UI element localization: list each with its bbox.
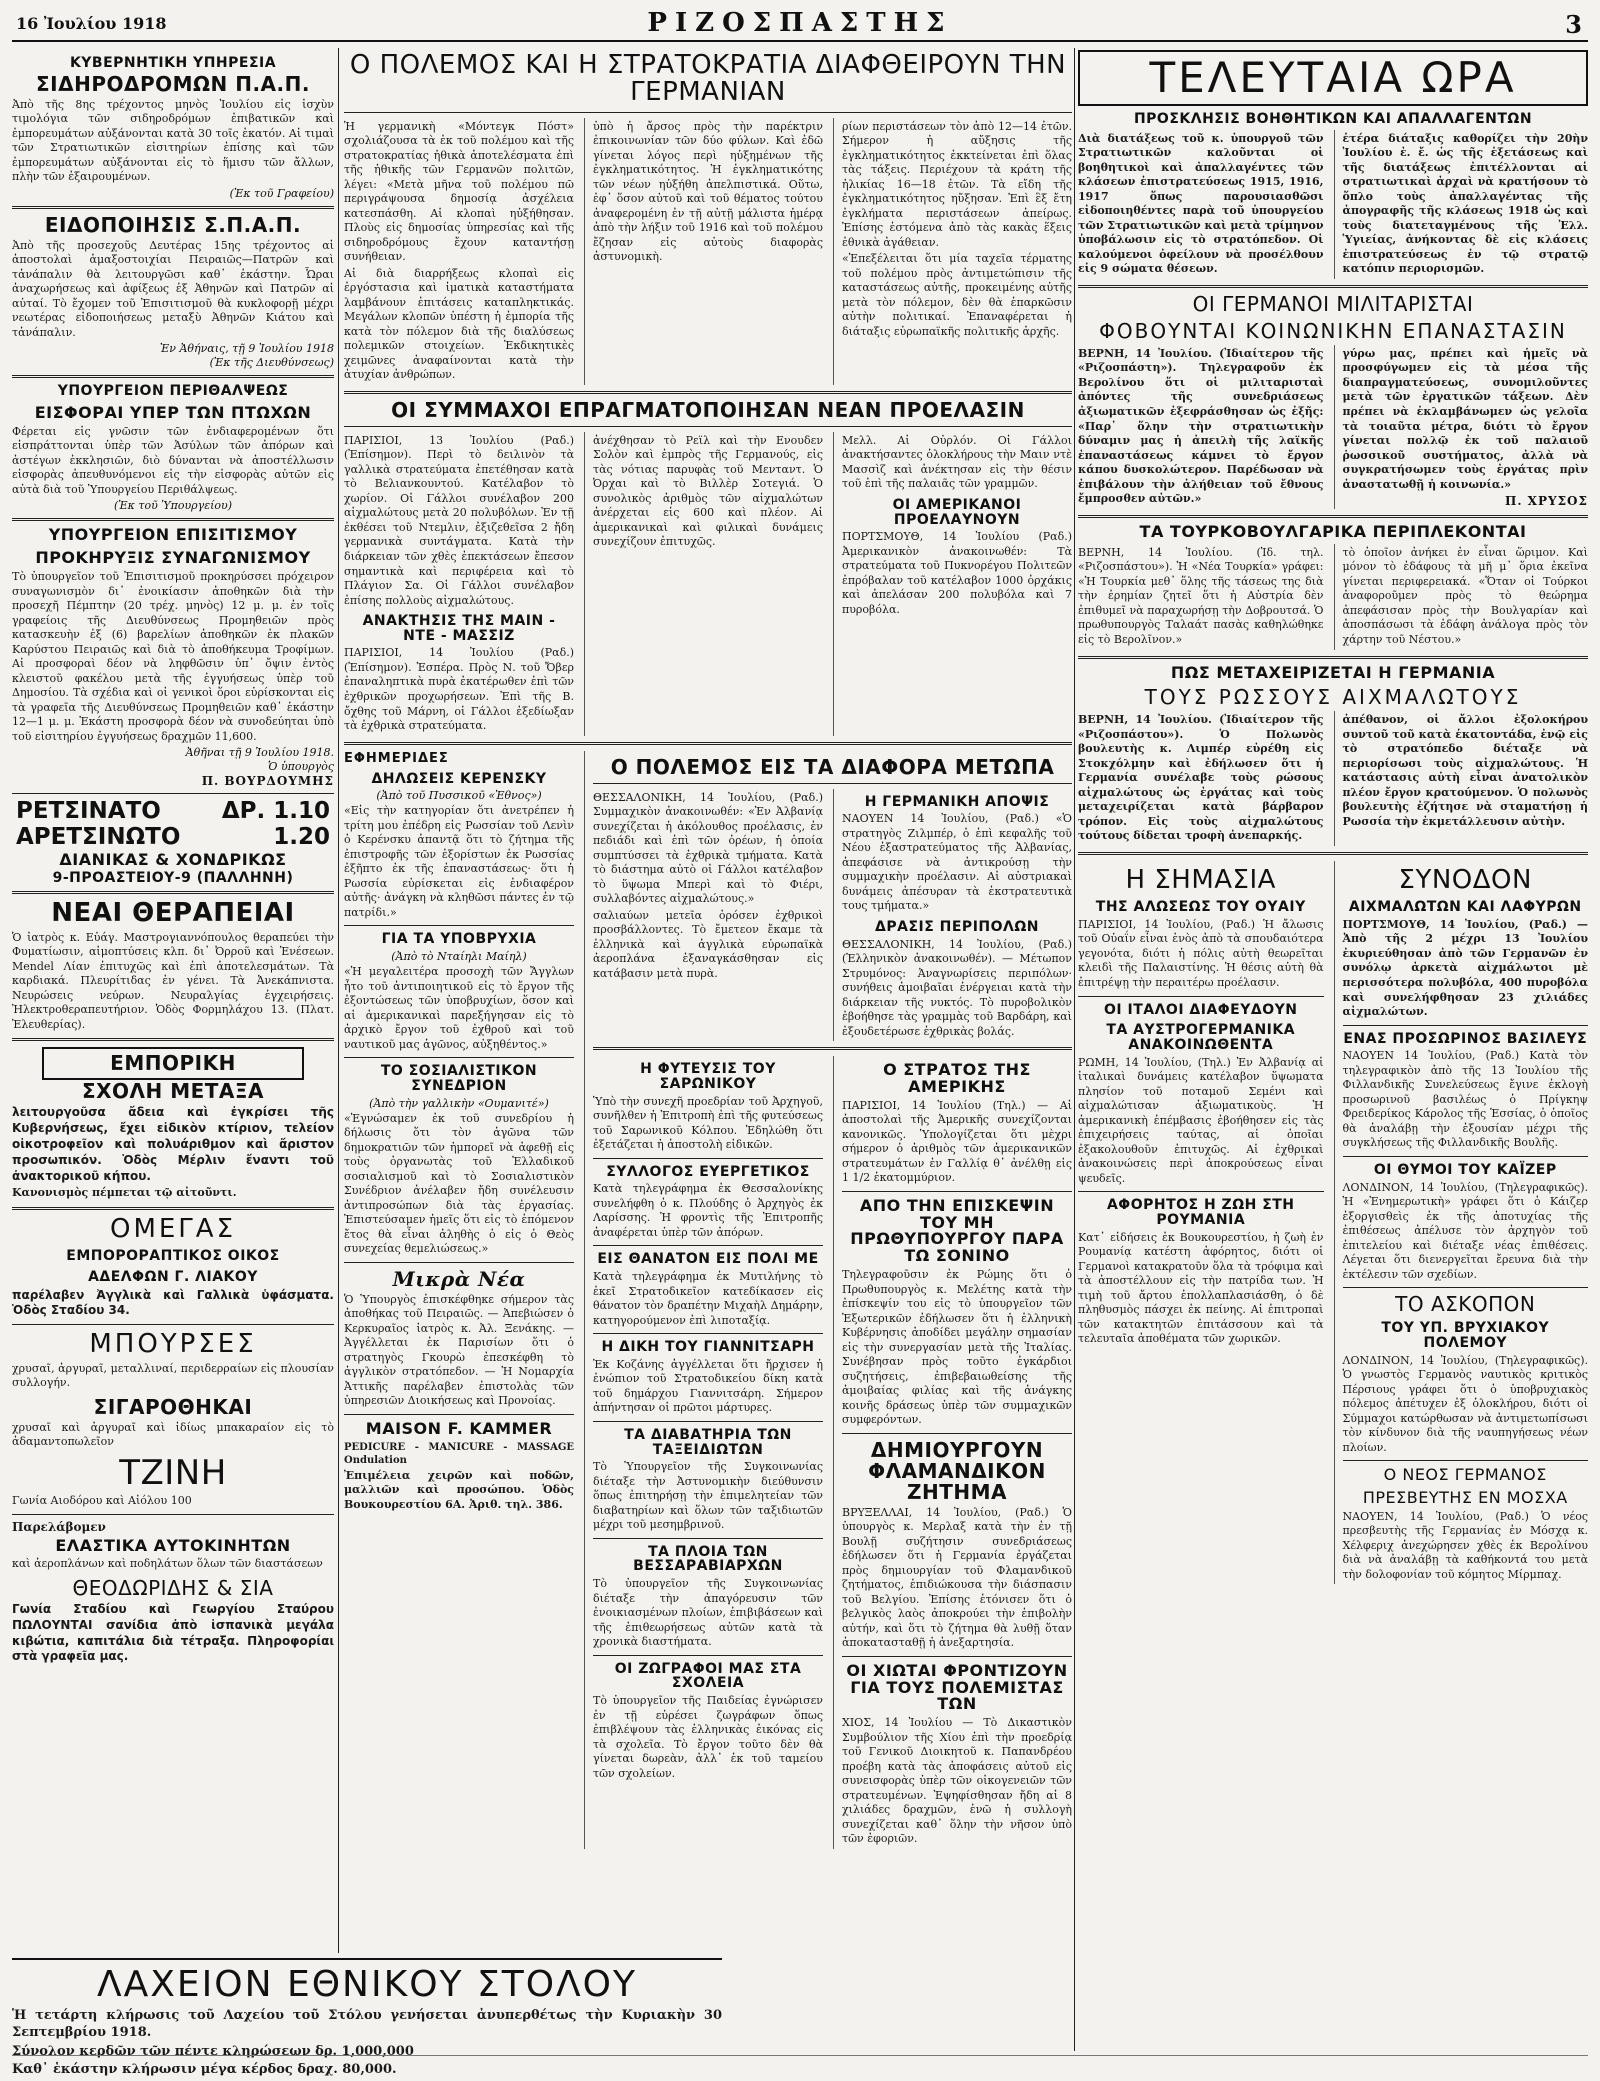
center-column <box>344 50 1072 2053</box>
wine-price: ΔΡ. 1.10 <box>221 798 330 825</box>
article-column <box>1078 130 1324 279</box>
rail-notice-text: Ἀπὸ τῆς 8ης τρέχοντος μηνὸς Ἰουλίου εἰς ἰσχὺν τιμολόγια τῶν σιδηροδρόμων ἐπιβατικῶν καὶ ἐμπορευμάτων αὐξάνονται κατὰ 30 τοῖς ἑκατόν. Αἱ τιμαὶ τῶν Στρατιωτικῶν εἰσιτηρίων ἐπίσης καὶ τῶν ἐμπορευμάτων αὐξάνονται εἰς τὸ ἥμισυ τῶν ἄλλων, πλὴν τῶν ἐξαιρουμένων. <box>12 97 334 184</box>
passports-text: Τὸ Ὑπουργεῖον τῆς Συγκοινωνίας διέταξε τὴν Ἀστυνομικὴν διεύθυνσιν ὅπως ἐπιτηρήσῃ τὴν ἐπιμελητείαν τῶν διαβατηρίων καὶ ὅλων τῶν ταξιδιωτῶν μέχρι τοῦ μεσημβρινοῦ. <box>593 1460 823 1532</box>
article-paragraph: ρίων περιστάσεων τὸν ἀπὸ 12—14 ἐτῶν. Σήμερον ἡ αὔξησις τῆς ἐγκληματικότητος ἐκκτείνεται ἐπὶ ὅλας τὰς τάξεις. Περιέχουν τὰ κράτη τῆς ἡλικίας 16—18 ἐτῶν. Τὰ εἴδη τῆς ἐγκληματικότητος ηὔξησαν. Ἐπὶ ἓξ ἔτη ἐγκλήματα περιστάσεων ἀπείρως. Ἐπίσης ἐστόμενα ἀπὸ τὰς κακὰς ἕξεις ἐθνικὰ ἀγάθειαν. <box>842 119 1072 249</box>
article-paragraph: ΠΟΡΤΣΜΟΥΘ, 14 Ἰουλίου (Ραδ.) Ἀμερικανικὸν ἀνακοινωθέν: Τὰ στρατεύματα τοῦ Πυκνορέγου Πολιτεῶν ἐπρόβαλαν τοῦ κατέλαβον 1000 ὀρχάκις καὶ ἀπελάσαν 200 πολυβόλα καὶ 7 πυροβόλα. <box>842 530 1072 616</box>
militarists-subheadline: ΦΟΒΟΥΝΤΑΙ ΚΟΙΝΩΝΙΚΗΝ ΕΠΑΝΑΣΤΑΣΙΝ <box>1099 318 1567 343</box>
allies-headline: ΟΙ ΣΥΜΜΑΧΟΙ ΕΠΡΑΓΜΑΤΟΠΟΙΗΣΑΝ ΝΕΑΝ ΠΡΟΕΛΑΣΙΝ <box>391 397 1025 422</box>
wine-price-row <box>12 799 334 824</box>
divider <box>1343 1156 1589 1157</box>
omegas-ad-subtitle: ΕΜΠΟΡΟΡΑΠΤΙΚΟΣ ΟΙΚΟΣ <box>66 1248 280 1265</box>
article-paragraph: Μελλ. Αἱ Οὐρλόν. Οἱ Γάλλοι ἀνακτήσαντες ὁλοκλήρους τὴν Μαιν ντὲ Μασσὶζ καὶ ἀνέκτησαν εἰς τὴν θέσιν τοῦ ἐπὶ τῆς παλαιᾶς τῶν γραμμῶν. <box>842 433 1072 491</box>
divider <box>12 1514 334 1515</box>
tzini-ad-title: ΤΖΙΝΗ <box>119 1452 227 1493</box>
last-hour-body <box>1078 130 1588 279</box>
omegas-ad-title: ΟΜΕΓΑΣ <box>109 1213 237 1244</box>
divider <box>12 206 334 209</box>
italians-headline: ΟΙ ΙΤΑΛΟΙ ΔΙΑΦΕΥΔΟΥΝ <box>1104 1001 1298 1018</box>
fronts-section <box>584 751 1072 1849</box>
page-bottom-rule <box>12 2055 1588 2056</box>
kammer-ad-title: MAISON F. KAMMER <box>365 1418 553 1438</box>
giannitsaris-trial-text: Ἐκ Κοζάνης ἀγγέλλεται ὅτι ἤρχισεν ἡ ἐνώπιον τοῦ Στρατοδικείου δίκη κατὰ τοῦ δημάρχου Γιαννιτσάρη. Σήμερον ἀπήντησαν οἱ πρῶτοι μάρτυρες. <box>593 1357 823 1415</box>
kaiser-headline: ΟΙ ΘΥΜΟΙ ΤΟΥ ΚΑΪΖΕΡ <box>1373 1161 1557 1178</box>
article-paragraph: ὑπὸ ἡ ἄρσος πρὸς τὴν παρέκτριν ἐπικοινωνίαν τῶν δύο φύλων. Καὶ ἐδῶ γίνεται λόγος περὶ ηὐξημένων τῆς ἐγκληματικότητος. Ἡ ἐγκληματικότης τῶν νέων ηὐξήθη ἀπελπιστικά. Οὕτω, ἐφ᾽ ὅσον αὐτοῦ καὶ τοῦ θέματος τούτου ἀναφερομένη ἐν τῇ αὐτῇ μάλιστα ἡμέρᾳ ἀπὸ τὴν λήξιν τοῦ 1916 καὶ τοῦ πολέμου ἔζησαν εἰς αὐτοὺς διαφορὰς ἀστυνομικὴ. <box>593 119 823 264</box>
bourses-ad-text: χρυσαῖ, ἀργυραῖ, μεταλλιναί, περιδερραίων εἰς πλουσίαν συλλογήν. <box>12 1361 334 1390</box>
submarines-source: (Ἀπὸ τὸ Νταίηλι Μαίηλ) <box>391 950 527 964</box>
school-ad-footer: Κανονισμὸς πέμπεται τῷ αἰτοῦντι. <box>12 1186 237 1200</box>
ships-title: ΤΑ ΠΛΟΙΑ ΤΩΝ ΒΕΣΣΑΡΑΒΙΑΡΧΩΝ <box>633 1543 783 1575</box>
column-divider <box>338 48 339 1953</box>
submarine-aim-subheadline: ΤΟΥ ΥΠ. ΒΡΥΧΙΑΚΟΥ ΠΟΛΕΜΟΥ <box>1381 1320 1550 1351</box>
article-paragraph: γύρω μας, πρέπει καὶ ἡμεῖς νὰ προσφύγωμεν εἰς τὰ μέσα τῆς διαπραγματεύσεως, συνομιλοῦντες μετὰ τῶν ἐργατικῶν τάξεων. Δὲν πρέπει νὰ ἐκλαμβάνωμεν ὡς γελοῖα τὰ τοιαῦτα μέτρα, διότι τὸ ἔργον γίνεται πολλῷ ἐκ τοῦ παλαιοῦ ῥωσσικοῦ συστήματος, ἀλλὰ νὰ συγκρατήσωμεν τοὺς ἐργάτας πρὶν ἀναστατωθῇ ἡ κοινωνία.» <box>1342 346 1588 491</box>
divider <box>1343 1025 1589 1026</box>
painters-title: ΟΙ ΖΩΓΡΑΦΟΙ ΜΑΣ ΣΤΑ ΣΧΟΛΕΙΑ <box>614 1660 802 1692</box>
divider <box>344 391 1072 394</box>
ministry-supply-title: ΥΠΟΥΡΓΕΙΟΝ ΕΠΙΣΙΤΙΣΜΟΥ <box>48 525 298 545</box>
kerensky-source: (Ἀπὸ τοῦ Πυσσικοῦ «Ἐθνος») <box>376 789 542 803</box>
divider <box>344 426 1072 427</box>
ministry-supply-minister: Π. ΒΟΥΡΔΟΥΜΗΣ <box>201 774 334 789</box>
article-column <box>593 1056 823 1849</box>
russian-prisoners-body <box>1078 711 1588 846</box>
saronic-title: Η ΦΥΤΕΥΣΙΣ ΤΟΥ ΣΑΡΩΝΙΚΟΥ <box>640 1061 776 1092</box>
chios-text: ΧΙΟΣ, 14 Ἰουλίου — Τὸ Δικαστικὸν Συμβούλιον τῆς Χίου ἐπὶ τὴν προεδρίᾳ τοῦ Γενικοῦ Διοικητοῦ κ. Παπανδρέου προέβη κατὰ τὰς ἀποφάσεις αὐτοῦ εἰς συνεισφορὰς ὑπὲρ τῶν οἰκογενειῶν τῶν στρατευμένων. Ἐψηφίσθησαν ἤδη αἱ 8 χιλιάδες δραχμῶν, ἐνῶ ἡ συλλογὴ συνεχίζεται καθ᾽ ὅλην τὴν νῆσον ὑπὸ τῶν ἐφοριῶν. <box>842 1716 1072 1846</box>
provisional-king-text: ΝΑΟΥΕΝ 14 Ἰουλίου, (Ραδ.) Κατὰ τὸν τηλεγραφικὸν ἀπὸ τῆς 13 Ἰουλίου τῆς Φιλλανδικῆς Συνελεύσεως ἔγινε ἐκλογὴ προσωρινοῦ βασιλέως ὁ Πρίγκηψ Φρειδερίκος Κάρολος τῆς Ἑσσίας, ὁ ὁποῖος θὰ ἀναλάβῃ τὴν ἐξουσίαν μέχρι τῆς συγκλήσεως τῆς Φιλλανδικῆς Βουλῆς. <box>1342 1049 1588 1150</box>
kaiser-text: ΛΟΝΔΙΝΟΝ, 14 Ἰουλίου, (Τηλεγραφικῶς). Ἡ «Ἐνημερωτικὴ» γράφει ὅτι ὁ Κάιζερ ἐξοργισθεὶς ἐκ τῆς ἀποτυχίας τῆς ἐπιθέσεως ἀπέλυσε τὸν ἀρχηγὸν τοῦ ἐπιτελείου καὶ διέταξε νέας ἐπιθέσεις. Λέγεται ὅτι διενεργεῖται ἔρευνα διὰ τὴν ἐκτέλεσιν τῶν σχεδίων. <box>1342 1180 1588 1281</box>
fronts-headline: Ο ΠΟΛΕΜΟΣ ΕΙΣ ΤΑ ΔΙΑΦΟΡΑ ΜΕΤΩΠΑ <box>610 754 1055 779</box>
flemish-headline: ΔΗΜΙΟΥΡΓΟΥΝ ΦΛΑΜΑΝΔΙΚΟΝ ΖΗΤΗΜΑ <box>868 1437 1046 1504</box>
article-paragraph: ΝΑΟΥΕΝ 14 Ἰουλίου, (Ραδ.) «Ὁ στρατηγὸς Ζιλμπέρ, ὁ ἐπὶ κεφαλῆς τοῦ Νέου ἑξαστρατεύματος τῆς Ἀλβανίας, ἀπεφάσισε νὰ ἀντικρούσῃ τὴν συμμαχικὴν προέλασιν. Αἱ αὐστριακαὶ δυνάμεις ἀπέσυραν τὰ ἐκστρατευτικὰ τους τμήματα.» <box>842 812 1072 913</box>
divider <box>1078 285 1588 288</box>
article-paragraph: ΒΕΡΝΗ, 14 Ἰουλίου. (Ἰδιαίτερον τῆς «Ριζοσπάστη»). Τηλεγραφοῦν ἐκ Βερολίνου ὅτι οἱ μιλιταρισταὶ ἀπόντες τῆς συνεδριάσεως ἀξιωματικῶν ἐξεφράσθησαν ὡς ἐξῆς: «Παρ᾽ ὅλην τὴν στρατιωτικὴν δύναμιν μας ἡ ἀπειλὴ τῆς λαϊκῆς ἐπαναστάσεως κάμνει τὸ ἔργον κάπου δυσκολώτερον. Παρέδωσαν νὰ ἐπιβάλουν τὴν ἀλήθειαν τοῦ ἔθνους ἔμπροσθεν αὐτῶν.» <box>1078 346 1324 506</box>
auto-ad-intro: Παρελάβομεν <box>12 1519 106 1534</box>
article-column <box>593 789 823 1042</box>
divider <box>344 1262 574 1263</box>
divider <box>12 891 334 894</box>
article-column <box>1334 861 1589 1584</box>
article-paragraph: ΒΕΡΝΗ, 14 Ἰουλίου. (Ἰδιαίτερον τῆς «Ριζοσπάστου»). Ὁ Πολωνὸς βουλευτὴς κ. Λιμπέρ εὑρέθη εἰς Στοκχόλμην καὶ ἐδήλωσεν ὅτι ἡ Γερμανία συνέλαβε τοὺς ρώσους αἰχμαλώτους ὡς ἐργάτας καὶ τοὺς μεταχειρίζεται κατὰ βάρβαρον τρόπον. Εἰς τοὺς αἰχμαλώτους τούτους δίδεται τροφὴ ἀνεπαρκής. <box>1078 713 1324 843</box>
divider <box>842 1433 1072 1434</box>
divider <box>344 1057 574 1058</box>
short-news-text: Ὁ Ὑπουργὸς ἐπισκέφθηκε σήμερον τὰς ἀποθήκας τοῦ Πειραιῶς. — Ἀπεβιώσεν ὁ Κερκυραῖος ἰατρὸς κ. Ἀλ. Ξενάκης. — Ἀγγέλλεται ἐκ Παρισίων ὅτι ὁ στρατηγὸς Γκουρὼ ἐπεσκέφθη τὸ ἀγγλικὸν στρατόπεδον. — Ἡ Νομαρχία Ἀττικῆς παρέλαβεν ἐπιστολὰς τῶν ὑπηρεσιῶν Διοικήσεως καὶ Προνοίας. <box>344 1292 574 1408</box>
romania-headline: ΑΦΟΡΗΤΟΣ Η ΖΩΗ ΣΤΗ ΡΟΥΜΑΝΙΑ <box>1106 1197 1295 1228</box>
divider <box>593 783 1072 784</box>
divider <box>593 1421 823 1422</box>
socialist-congress-source: (Ἀπὸ τὴν γαλλικὴν «Ουμανιτέ») <box>369 1096 549 1110</box>
provisional-king-headline: ΕΝΑΣ ΠΡΟΣΩΡΙΝΟΣ ΒΑΣΙΛΕΥΣ <box>1343 1030 1588 1047</box>
masthead <box>12 6 1588 42</box>
therapy-ad-text: Ὁ ἰατρὸς κ. Εὐάγ. Μαστρογιαννόπουλος θεραπεύει τὴν Φυματίωσιν, αἱμοπτύσεις κλπ. δι᾽ Ὀρροῦ καὶ Ἐνέσεων. Mendel Λίαν ἐπιτυχῶς καὶ ἐπὶ ἀποτελεσμάτων. Τὰ καρδιακά. Πλευρίτιδας ἐν γένει. Τὰ Ἀνεκάπνιστα. Νευρώσεις νεύρων. Νευραλγίας ἐγχειρήσεις. Ἠλεκτροθεραπευτήριον. Ὁδὸς Φορμηλάχου 13. (Πλατ. Ἐλευθερίας). <box>12 930 334 1031</box>
russian-prisoners-headline: ΠΩΣ ΜΕΤΑΧΕΙΡΙΖΕΤΑΙ Η ΓΕΡΜΑΝΙΑ <box>1170 662 1496 682</box>
article-column <box>584 118 823 385</box>
article-paragraph: ΘΕΣΣΑΛΟΝΙΚΗ, 14 Ἰουλίου, (Ραδ.) (Ἑλληνικὸν ἀνακοινωθέν). — Μέτωπον Στρυμόνος: Ἀναγνωρίσεις περιπόλων· συνήθεις ἀμοιβαῖαι ἐνέργειαι κατὰ τὴν διάρκειαν τῆς νυκτός. Τὸ πυροβολικὸν ἐβοήθησε τὰς γραμμὰς τοῦ Βαρδάρη, καὶ ἐξουδετέρωσε ἐχθρικὰς βολάς. <box>842 937 1072 1038</box>
issue-date: 16 Ἰουλίου 1918 <box>16 14 167 33</box>
spap-notice-title: ΕΙΔΟΠΟΙΗΣΙΣ Σ.Π.Α.Π. <box>44 212 302 237</box>
article-paragraph: ΒΕΡΝΗ, 14 Ἰουλίου. (Ἰδ. τηλ. «Ριζοσπάστου»). Ἡ «Νέα Τουρκία» γράφει: «Ἡ Τουρκία μεθ᾽ ὅλης τῆς τάσεως της διὰ τὴν ἐρημίαν ζητεῖ ὅτι ἡ Αὐστρία δὲν ἐπιθυμεῖ νὰ παραχωρήσῃ τὴν Δοβρουτσά. Ὁ πρωθυπουργὸς Ταλαάτ πασὰς καθηλώθηκε εἰς τὸ Βερολῖνον.» <box>1078 545 1324 646</box>
divider <box>344 112 1072 113</box>
flemish-text: ΒΡΥΞΕΛΛΑΙ, 14 Ἰουλίου, (Ραδ.) Ὁ ὑπουργὸς κ. Μερλαξ κατὰ τὴν ἐν τῇ Βουλῇ συζήτησιν συνεδριάσεως ἐδήλωσεν ὅτι ἡ Γερμανία ἐργάζεται πρὸς δημιουργίαν τοῦ Φλαμανδικοῦ ζητήματος, ἐπιδιώκουσα τὴν διάσπασιν τοῦ Βελγίου. Ἐπίσης ἐτόνισεν ὅτι ὁ βελγικὸς λαὸς ἀποκρούει τὴν ἐπιβολὴν αὐτήν, καὶ ὅτι τὸ ζήτημα θὰ λυθῇ ὅταν ἀποκατασταθῇ ἡ ἀνεξαρτησία. <box>842 1505 1072 1650</box>
ministry-supply-date: Ἀθῆναι τῇ 9 Ἰουλίου 1918. <box>185 746 334 760</box>
wine-name: ΑΡΕΤΣΙΝΩΤΟ <box>16 823 181 850</box>
article-column <box>1078 711 1324 846</box>
column-divider <box>1074 48 1075 2051</box>
article-column <box>1334 345 1589 509</box>
divider <box>842 1656 1072 1657</box>
lottery-total-prizes: Σύνολον κερδῶν τῶν πέντε κληρώσεων δρ. 1,000,000 <box>12 2043 414 2059</box>
divider <box>12 1038 334 1041</box>
divider <box>593 1245 823 1246</box>
rail-service-title: ΚΥΒΕΡΝΗΤΙΚΗ ΥΠΗΡΕΣΙΑ <box>69 55 277 71</box>
ministry-supply-text: Τὸ ὑπουργεῖον τοῦ Ἐπισιτισμοῦ προκηρύσσει πρόχειρον συναγωνισμὸν δι᾽ ἐνοικίασιν ἀποθηκῶν διὰ τὴν προσεχῆ Πέμπτην (20 τρέχ. μηνὸς) 12 μ. μ. ἐν τοῖς γραφείοις τῆς Διευθύνσεως Προμηθειῶν πρὸς κατασκευὴν ἐξ (6) βαρελίων ἀποθηκῶν ἐκ πλακῶν Καρύστου Πειραιῶς καὶ διὰ τὸ ἀποθήκευμα Τροφίμων. Αἱ προσφοραὶ δέον νὰ ληφθῶσιν ὑπ᾽ ὄψιν ἐντὸς κλειστοῦ φακέλου μετὰ τῆς ἐγγυήσεως ὑπὲρ τοῦ Δημοσίου. Τὰ σχέδια καὶ οἱ γενικοὶ ὅροι εὑρίσκονται εἰς τὰ γραφεῖα τῆς Διευθύνσεως Προμηθειῶν καθ᾽ ἑκάστην 12—1 μ. μ. Ἑκάστη προσφορὰ δέον νὰ συνοδεύηται ὑπὸ τοῦ εἰσιτηρίου ἐγγυήσεως δραχμῶν 11,600. <box>12 570 334 743</box>
auto-ad-text: καὶ ἀεροπλάνων καὶ ποδηλάτων ὅλων τῶν διαστάσεων <box>12 1557 323 1571</box>
article-paragraph: ΠΑΡΙΣΙΟΙ, 13 Ἰουλίου (Ραδ.) (Ἐπίσημον). Περὶ τὸ δειλινὸν τὰ γαλλικὰ στρατεύματα ἐπετέθησαν κατὰ τὸ Βελιανκουντού. Κατέλαβον τὸ χωρίον. Οἱ Γάλλοι συνέλαβον 200 αἰχμαλώτους μετὰ 20 πολυβόλων. Ἐν τῇ ἐκθέσει τοῦ Ντεμλιν, ἐξιζεθεῖσα 2 ἤδη γερμανικὰ συντάγματα. Κατὰ τὴν διάρκειαν τῶν χθὲς ἐπεκτάσεων ἔπεσον σημαντικὰ καὶ περιφέρεια καὶ τὸ Πλάγιον Σα. Οἱ Γάλλοι συνέλαβον ἐπίσης πολλοὺς αἰχμαλώτους. <box>344 433 574 607</box>
benevolent-title: ΣΥΛΛΟΓΟΣ ΕΥΕΡΓΕΤΙΚΟΣ <box>606 1163 810 1180</box>
italians-subheadline: ΤΑ ΑΥΣΤΡΟΓΕΡΜΑΝΙΚΑ ΑΝΑΚΟΙΝΩΘΕΝΤΑ <box>1106 1022 1296 1053</box>
divider <box>344 1414 574 1415</box>
article-paragraph: σαλιαύων μετεῖα ὀρόσεν ἐχθρικοὶ προσβάλλοντες. Τὸ ἔμετεον ἔκαμε τὰ ἑλληνικὰ καὶ ἀγγλικὰ εὐρωπαϊκὰ ἀεροπλάνα ἐξαναγκάσθησαν εἰς κατάβασιν μετὰ πυρὰ. <box>593 908 823 980</box>
article-column <box>584 432 823 736</box>
article-column <box>1078 544 1324 650</box>
kerensky-title: ΔΗΛΩΣΕΙΣ ΚΕΡΕΝΣΚΥ <box>371 770 547 787</box>
passports-title: ΤΑ ΔΙΑΒΑΤΗΡΙΑ ΤΩΝ ΤΑΞΕΙΔΙΩΤΩΝ <box>624 1426 792 1458</box>
ministry-welfare-text: Φέρεται εἰς γνῶσιν τῶν ἐνδιαφερομένων ὅτι εἰσπράττονται ὑπὲρ τῶν Ἀσύλων τῶν ἀπόρων καὶ ἀστέγων ἐκκλησιῶν, διὸ δύνανται νὰ ἀποστέλλωσιν εἰσφορὰς ἀπευθυνόμενοι εἰς τὴν εἰσφορὰς αὐτῶν εἰς αὐτὰ διὰ τοῦ Ὑπουργείου Περιθάλψεως. <box>12 424 334 496</box>
americans-subheading: ΟΙ ΑΜΕΡΙΚΑΝΟΙ ΠΡΟΕΛΑΥΝΟΥΝ <box>892 496 1022 528</box>
total-captures-subheadline: ΑΙΧΜΑΛΩΤΩΝ ΚΑΙ ΛΑΦΥΡΩΝ <box>1348 899 1582 916</box>
right-column <box>1078 50 1588 2053</box>
kammer-ad-subtitle: PEDICURE - MANICURE - MASSAGE Ondulation <box>344 1441 574 1466</box>
america-army-text: ΠΑΡΙΣΙΟΙ, 14 Ἰουλίου (Τηλ.) — Αἱ ἀποστολαὶ τῆς Ἀμερικῆς συνεχίζονται κανονικῶς. Ὑπολογίζεται ὅτι μὲχρι σήμερον ὁ ἀριθμὸς τῶν ἀμερικανικῶν στρατευμάτων ἐν Γαλλίᾳ θ᾽ ἀνέλθῃ εἰς 1 1/2 ἑκατομμύριον. <box>842 1098 1072 1185</box>
short-items-grid <box>593 1056 1072 1849</box>
wine-price: 1.20 <box>273 823 330 850</box>
russian-prisoners-subheadline: ΤΟΥΣ ΡΩΣΣΟΥΣ ΑΙΧΜΑΛΩΤΟΥΣ <box>1144 685 1522 710</box>
press-column <box>344 751 574 1849</box>
article-paragraph: Διὰ διατάξεως τοῦ κ. ὑπουργοῦ τῶν Στρατιωτικῶν καλοῦνται οἱ βοηθητικοὶ καὶ ἀπαλλαγέντες τῶν κλάσεων ἐπιστρατεύσεως 1915, 1916, 1917 ὅπως παρουσιασθῶσι εἰδοποιηθέντες παρὰ τοῦ ὑπουργείου τῶν Στρατιωτικῶν καὶ μετὰ τρίμηνον ὑποβάλωσιν εἰς τὸ στρατόπεδον. Οἱ καλούμενοι ὀφείλουν νὰ προσέλθουν εἰς 9 σώματα θέσεων. <box>1078 131 1324 276</box>
ambassador-headline: Ο ΝΕΟΣ ΓΕΡΜΑΝΟΣ <box>1383 1465 1547 1485</box>
article-column <box>1078 861 1324 1584</box>
last-hour-banner: ΤΕΛΕΥΤΑΙΑ ΩΡΑ <box>1078 50 1588 106</box>
lottery-draw-prize: Καθ᾽ ἑκάστην κλήρωσιν μέγα κέρδος δραχ. 80,000. <box>12 2062 397 2078</box>
divider <box>593 1333 823 1334</box>
article-paragraph: ΠΑΡΙΣΙΟΙ, 14 Ἰουλίου (Ραδ.) (Ἐπίσημον). Ἑσπέρα. Πρὸς Ν. τοῦ Ὄβερ ἐπαναληπτικὰ πυρὰ ἐκατέρωθεν ἐπὶ τῶν ἐχθρικῶν προχωρήσεων. Ἐπὶ τῆς Β. ὄχθης τοῦ Μάρνη, οἱ Γάλλοι ἐξεδίωξαν τὰ ἐχθρικὰ στρατεύματα. <box>344 646 574 733</box>
article-paragraph: ΘΕΣΣΑΛΟΝΙΚΗ, 14 Ἰουλίου, (Ραδ.) Συμμαχικὸν ἀνακοινωθέν: «Ἐν Ἀλβανίᾳ συνεχίζεται ἡ ἀκόλουθος προέλασις, ἐν πεδιάδι καὶ ἐπὶ τῶν ὀρέων, ἡ ὁποία συμπτύσσει τὰ ἐχθρικὰ τμήματα. Κατὰ τὸ διάστημα αὐτὸ οἱ Γάλλοι κατέλαβον τὸ ὕψωμα Μπερὶ καὶ τὸ Φιέρι, συλλαβόντες αἰχμαλώτους.» <box>593 790 823 906</box>
significance-headline: Η ΣΗΜΑΣΙΑ <box>1125 864 1276 895</box>
article-column <box>833 1056 1072 1849</box>
sonnino-text: Τηλεγραφοῦσιν ἐκ Ρώμης ὅτι ὁ Πρωθυπουργὸς κ. Μελέτης κατὰ τὴν ἐπίσκεψίν του εἰς τὸ ὑπουργεῖον τῶν Ἐξωτερικῶν ἐδήλωσεν ὅτι ἡ ἑλληνικὴ Κυβέρνησις ἀποδίδει μεγάλην σημασίαν εἰς τὴν συνεργασίαν μετὰ τῆς Ἰταλίας. Συνέβησαν πρὸς τοῦτο ἐγκάρδιοι συζητήσεις, ἐπιβεβαιωθείσης τῆς ἀμοιβαίας φιλίας καὶ τῆς ἀνάγκης κοινῆς δράσεως ὑπὲρ τῶν συμμαχικῶν συμφερόντων. <box>842 1268 1072 1427</box>
auto-ad-title: ΕΛΑΣΤΙΚΑ ΑΥΤΟΚΙΝΗΤΩΝ <box>55 1535 291 1555</box>
total-captures-headline: ΣΥΝΟΔΟΝ <box>1398 864 1532 895</box>
german-view-subheading: Η ΓΕΡΜΑΝΙΚΗ ΑΠΟΨΙΣ <box>864 793 1050 810</box>
militarists-headline: ΟΙ ΓΕΡΜΑΝΟΙ ΜΙΛΙΤΑΡΙΣΤΑΙ <box>1192 291 1474 316</box>
article-column <box>1334 711 1589 846</box>
turkobulgarian-body <box>1078 544 1588 650</box>
article-paragraph: Ἡ γερμανικὴ «Μόντεγκ Πόστ» σχολιάζουσα τὰ ἐκ τοῦ πολέμου καὶ τῆς στρατοκρατίας ἠθικὰ ἀποτελέσματα ἐπὶ τῆς ἠθικῆς τῶν Γερμανῶν πολιτῶν, λέγει: «Μετὰ μῆνα τοῦ πολέμου πῶ περιγράψουσα δημοσίᾳ ἀσχέλεια κατεσπάσθη. Αἱ κλοπαὶ ηὐξήθησαν. Πλοὺς εἰς δημοσίας ὑπηρεσίας καὶ τῆς σιδηροδρόμους ἔχουν καταντήσῃ συνήθειαν. <box>344 119 574 264</box>
wine-name: ΡΕΤΣΙΝΑΤΟ <box>16 798 161 825</box>
school-ad-title: ΕΜΠΟΡΙΚΗ <box>42 1047 304 1080</box>
therapy-ad-title: ΝΕΑΙ ΘΕΡΑΠΕΙΑΙ <box>51 898 295 929</box>
ministry-welfare-subtitle: ΕΙΣΦΟΡΑΙ ΥΠΕΡ ΤΩΝ ΠΤΩΧΩΝ <box>34 403 312 423</box>
militarists-signature: Π. ΧΡΥΣΟΣ <box>1504 494 1588 509</box>
divider <box>593 1047 1072 1050</box>
ships-text: Τὸ ὑπουργεῖον τῆς Συγκοινωνίας διέταξε τὴν ἀπαγόρευσιν τῶν ἐνοικιασμένων πλοίων, ἐπιβιβάσεων καὶ τῆς ἐπιθεωρήσεως αὐτῶν κατὰ τὰ χρονικὰ διαστήματα. <box>593 1577 823 1649</box>
ministry-supply-subtitle: ΠΡΟΚΗΡΥΞΙΣ ΣΥΝΑΓΩΝΙΣΜΟΥ <box>35 548 311 568</box>
divider <box>12 375 334 378</box>
submarines-title: ΓΙΑ ΤΑ ΥΠΟΒΡΥΧΙΑ <box>381 931 537 948</box>
lottery-title: ΛΑΧΕΙΟΝ ΕΘΝΙΚΟΥ ΣΤΟΛΟΥ <box>96 1964 638 2005</box>
america-army-headline: Ο ΣΤΡΑΤΟΣ ΤΗΣ ΑΜΕΡΙΚΗΣ <box>883 1060 1031 1096</box>
omegas-ad-owner: ΑΔΕΛΦΩΝ Γ. ΛΙΑΚΟΥ <box>88 1268 258 1285</box>
divider <box>12 1207 334 1210</box>
fronts-article-body <box>593 789 1072 1042</box>
wine-address: 9-ΠΡΟΑΣΤΕΙΟΥ-9 (ΠΑΛΛΗΝΗ) <box>52 869 294 886</box>
divider <box>1078 515 1588 518</box>
article-paragraph: «Ἐπεξέλειται ὅτι μία ταχεῖα τέρματης τοῦ πολέμου πρὸς ἀντιμετώπισιν τῆς καταστάσεως αὐτῆς, προκειμένης αὐτῆς μετὰ τὸν πόλεμον, δὲν θὰ ἐπαρκῶσιν αὐτὴν πολιτικαί. Ἐπαναφέρεται ἡ διάταξις εὐρωπαϊκῆς πολιτικῆς ἀρχῆς. <box>842 252 1072 338</box>
sonnino-headline: ΑΠΟ ΤΗΝ ΕΠΙΣΚΕΨΙΝ ΤΟΥ ΜΗ ΠΡΩΘΥΠΟΥΡΓΟΥ ΠΑΡΑ ΤΩ ΣΟΝΙΝΟ <box>850 1195 1064 1266</box>
main-article-body <box>344 118 1072 385</box>
allies-article-body <box>344 432 1072 736</box>
submarine-aim-text: ΛΟΝΔΙΝΟΝ, 14 Ἰουλίου, (Τηλεγραφικῶς). Ὁ γνωστὸς Γερμανὸς ναυτικὸς κριτικὸς Πέρσιους γράφει ὅτι ὁ ὑποβρυχιακὸς πόλεμος ἀπέτυχεν ἐξ ὁλοκλήρου, διότι οἱ Σύμμαχοι κατώρθωσαν νὰ ἀντιμετωπίσωσι τὸν κίνδυνον διὰ τῆς ναυπηγήσεως νέων πλοίων. <box>1342 1353 1588 1454</box>
death-sentence-text: Κατὰ τηλεγράφημα ἐκ Μυτιλήνης τὸ ἐκεῖ Στρατοδικεῖον κατεδίκασεν εἰς θάνατον τὸν δραπέτην Μιχαὴλ Δημάρην, κατηγορούμενον ἐπὶ λιποταξίᾳ. <box>593 1270 823 1327</box>
cigarette-case-ad-title: ΣΙΓΑΡΟΘΗΚΑΙ <box>93 1394 253 1419</box>
kammer-ad-text: Ἐπιμέλεια χειρῶν καὶ ποδῶν, μαλλιῶν καὶ προσώπου. Ὁδὸς Βουκουρεστίου 6Α. Ἀριθ. τηλ. 386. <box>344 1468 574 1511</box>
article-column <box>1078 345 1324 509</box>
benevolent-text: Κατὰ τηλεγράφημα ἐκ Θεσσαλονίκης συνελήφθη ὁ κ. Πλούδης ὁ Ἀρχηγὸς ἐκ Λαρίσσης. Ἡ φροντὶς τῆς Ἐπιτροπῆς ἀναφέρεται ὑπὲρ τῶν ἀπόρων. <box>593 1182 823 1239</box>
article-column <box>344 118 574 385</box>
spap-notice-text: Ἀπὸ τῆς προσεχοῦς Δευτέρας 15ης τρέχοντος αἱ ἀποστολαὶ ἁμαξοστοιχίαι Πειραιῶς—Πατρῶν καὶ τἀνάπαλιν θὰ λειτουργῶσι καθ᾽ ἑκάστην. Ὧραι ἀναχωρήσεως καὶ ἀφίξεως ἐξ Ἀθηνῶν καὶ Πατρῶν αἱ αὐταί. Τὸ ἔχομεν τοῦ Ἐπισιτισμοῦ θὰ κυκλοφορῇ μέχρι νεωτέρας εἰδοποιήσεως μεταξὺ Ἀθηνῶν Κιάτου καὶ τἀνάπαλιν. <box>12 238 334 339</box>
article-column <box>344 432 574 736</box>
significance-subheadline: ΤΗΣ ΑΛΩΣΕΩΣ ΤΟΥ ΟΥΑΙΥ <box>1095 899 1306 916</box>
divider <box>593 1538 823 1539</box>
right-lower-grid <box>1078 861 1588 1584</box>
divider <box>1078 996 1324 997</box>
bourses-ad-title: ΜΠΟΥΡΣΕΣ <box>89 1329 257 1360</box>
spap-notice-date: Ἐν Ἀθήναις, τῇ 9 Ἰουλίου 1918 <box>159 342 334 356</box>
main-headline: Ο ΠΟΛΕΜΟΣ ΚΑΙ Η ΣΤΡΑΤΟΚΡΑΤΙΑ ΔΙΑΦΘΕΙΡΟΥΝ ΤΗΝ ΓΕΡΜΑΝΙΑΝ <box>349 50 1067 108</box>
divider <box>1343 1287 1589 1288</box>
article-column <box>1334 130 1589 279</box>
article-paragraph: τὸ ὁποῖον ἀνήκει ἐν εἶναι ὥριμον. Καὶ μόνον τὸ ἐδάφους τὰ μῆ μ᾽ ὅρια ἐκεῖνα γίνεται περιφερειακά. «Ὅταν οἱ Τούρκοι ἀναφοροῦμεν πρὸς τὸ θεώρημα ἀπεφάσισαν πρὸς τὴν Βουλγαρίαν καὶ ἀποσπάσωσι τὰ ἐδάφη ἀνάλογα πρὸς τὸν χάρτην τοῦ Νέστου.» <box>1342 545 1588 646</box>
patrols-subheading: ΔΡΑΣΙΣ ΠΕΡΙΠΟΛΩΝ <box>875 918 1039 935</box>
italians-text: ΡΩΜΗ, 14 Ἰουλίου, (Τηλ.) Ἐν Ἀλβανίᾳ αἱ ἰταλικαὶ δυνάμεις κατέλαβον ὕψωματα πλησίον τοῦ ποταμοῦ Σεμένι καὶ αἰχμαλώτισαν ἀξιωματικοὺς. Ἡ ἀμερικανικὴ ἐπέμβασις ἐβοήθησεν εἰς τὰς ἐπιχειρήσεις ταύτας, αἱ ὁποῖαι ἐξακολουθοῦν ἐπιτυχῶς. Αἱ ἐχθρικαὶ ἀνακοινώσεις περὶ ἀποκρούσεως εἶναι ψευδεῖς. <box>1078 1055 1324 1185</box>
article-paragraph: Αἱ διὰ διαρρήξεως κλοπαὶ εἰς ἐργόστασια καὶ ἱματικὰ καταστήματα λαμβάνουν ἐπιτάσεις καταπληκτικάς. Μεγάλων κλοπῶν ὑπέστη ἡ ἐμπορία τῆς κατὰ τὸν πόλεμον διὰ τῆς διαλύσεως πολεμικῶν στοιχείων. Ἐκδικητικὲς χειμῶνες ἀναφαίνονται κατὰ τὴν ἀτυχίαν ἀνθρώπων. <box>344 266 574 382</box>
article-paragraph: ἀπέθανον, οἱ ἄλλοι ἐξολοκήρου συντοῦ τοῦ κατὰ ἑκατοντάδα, ἐνῷ εἰς τὸ στρατόπεδο διέταξε νὰ περιορίσωσι τοὺς αἰχμαλώτους. Ἡ κατάστασις αὐτὴ εἶναι ἀνατολικὸν πλέον ἔργον κρατούμενον. Ὁ πολωνὸς βουλευτὴς ἐζήτησε νὰ σταματήσῃ ἡ Ρωσσία τὴν ἐκμετάλλευσιν αὐτὴν. <box>1342 713 1588 828</box>
divider <box>1078 852 1588 855</box>
turkobulgarian-headline: ΤΑ ΤΟΥΡΚΟΒΟΥΛΓΑΡΙΚΑ ΠΕΡΙΠΛΕΚΟΝΤΑΙ <box>1139 522 1527 542</box>
article-column <box>833 118 1072 385</box>
lottery-text: Ἡ τετάρτη κλήρωσις τοῦ Λαχείου τοῦ Στόλου γενήσεται ἀνυπερθέτως τὴν Κυριακὴν 30 Σεπτεμβρίου 1918. <box>12 2007 722 2040</box>
militarists-body <box>1078 345 1588 509</box>
rail-notice-source: (Ἐκ τοῦ Γραφείου) <box>229 186 334 200</box>
cigarette-case-ad-text: χρυσαῖ καὶ ἀργυραῖ καὶ ἰδίως μπακαραίον εἰς τὸ ἀδαμαντοπωλεῖον <box>12 1420 334 1449</box>
divider <box>1078 1191 1324 1192</box>
article-paragraph: ἑτέρα διάταξις καθορίζει τὴν 20ὴν Ἰουλίου ἐ. ἔ. ὡς τῆς ἐξετάσεως καὶ τῆς διατάξεως ἐπιτέλλονται αἱ στρατιωτικαὶ ἀρχαὶ νὰ κρατήσουν τὸ ὅπλο τοὺς ἀπαλλαγέντας τῆς ἀπογραφῆς τῆς κλάσεως 1918 ὡς καὶ τοὺς διατεταγμένους τῆς Ἐλλ. Ὑγιείας, ἀνήκοντας δὲ εἰς κλάσεις ἐπιστρατεύσεως ἐν τῷ στρατῷ κατόπιν περιορισμῶν. <box>1342 131 1588 276</box>
article-column <box>833 432 1072 736</box>
press-section-label: ΕΦΗΜΕΡΙΔΕΣ <box>344 750 449 766</box>
tzini-ad-address: Γωνία Αιοδόρου καὶ Αἰόλου 100 <box>12 1494 192 1508</box>
saronic-text: Ὑπὸ τὴν συνεχῆ προεδρίαν τοῦ Ἀρχηγοῦ, συνῆλθεν ἡ Ἐπιτροπὴ ἐπὶ τῆς φυτεύσεως τοῦ Σαρωνικοῦ Κόλπου. Ἐδηλώθη ὅτι ἐξετάζεται ἡ ἀποστολὴ εἰδικῶν. <box>593 1094 823 1152</box>
omegas-ad-text: παρέλαβεν Ἀγγλικὰ καὶ Γαλλικὰ ὑφάσματα. Ὁδὸς Σταδίου 34. <box>12 1287 334 1318</box>
short-news-title: Μικρὰ Νέα <box>392 1266 526 1291</box>
divider <box>12 793 334 794</box>
theodoridis-ad-text: Γωνία Σταδίου καὶ Γεωργίου Σταύρου ΠΩΛΟΥΝΤΑΙ σανίδια ἀπὸ ἰσπανικὰ μεγάλα κιβώτια, καπιτάλια διὰ τέτραξα. Πληροφορίαι στὰ γραφεῖα μας. <box>12 1601 334 1664</box>
giannitsaris-trial-title: Η ΔΙΚΗ ΤΟΥ ΓΙΑΝΝΙΤΣΑΡΗ <box>601 1339 815 1356</box>
spap-notice-source: (Ἐκ τῆς Διευθύνσεως) <box>209 356 334 370</box>
romania-text: Κατ᾽ εἰδήσεις ἐκ Βουκουρεστίου, ἡ ζωὴ ἐν Ρουμανίᾳ κατέστη ἀφόρητος, διότι οἱ Γερμανοὶ κατακρατοῦν ὅλα τὰ τρόφιμα καὶ τὰ ἀποστέλλουν εἰς τὴν πατρίδα των. Ἡ τιμὴ τοῦ ἄρτου ἐπολλαπλασιάσθη, ὁ δὲ πληθυσμὸς πάσχει ἐκ πείνης. Αἱ ἐπιτροπαὶ τῶν κατακτητῶν ἐπιτάσσουν καὶ τὰ τελευταῖα ἀποθέματα τῶν χωρικῶν. <box>1078 1230 1324 1346</box>
chios-headline: ΟΙ ΧΙΩΤΑΙ ΦΡΟΝΤΙΖΟΥΝ ΓΙΑ ΤΟΥΣ ΠΟΛΕΜΙΣΤΑΣ ΤΩΝ <box>846 1660 1068 1714</box>
ministry-welfare-title: ΥΠΟΥΡΓΕΙΟΝ ΠΕΡΙΘΑΛΨΕΩΣ <box>57 383 289 400</box>
article-column <box>1334 544 1589 650</box>
ambassador-text: ΝΑΟΥΕΝ, 14 Ἰουλίου, (Ραδ.) Ὁ νέος πρεσβευτὴς τῆς Γερμανίας ἐν Μόσχᾳ κ. Χέλφεριχ ἀνεχώρησεν χθὲς ἐκ Βερολίνου διὰ νὰ ἀναλάβῃ τὰ καθήκοντά του μετὰ τὴν δολοφονίαν τοῦ κόμητος Μίρμπαχ. <box>1342 1509 1588 1581</box>
divider <box>344 742 1072 745</box>
left-column <box>12 50 334 1940</box>
school-ad-subtitle: ΣΧΟΛΗ ΜΕΤΑΞΑ <box>81 1079 265 1104</box>
socialist-congress-title: ΤΟ ΣΟΣΙΑΛΙΣΤΙΚΟΝ ΣΥΝΕΔΡΙΟΝ <box>380 1063 538 1094</box>
significance-text: ΠΑΡΙΣΙΟΙ, 14 Ἰουλίου, (Ραδ.) Ἡ ἄλωσις τοῦ Οὐαΐν εἶναι ἑνὸς ἀπὸ τὰ σπουδαιότερα γεγονότα, διότι ἡ πόλις αὐτὴ θεωρεῖται κλειδὶ τῆς Παλαιστίνης. Ἡ θέσις αὐτὴ θὰ ἐπιτρέψῃ τὴν περαιτέρω προέλασιν. <box>1078 917 1324 989</box>
theodoridis-ad-title: ΘΕΟΔΩΡΙΔΗΣ & ΣΙΑ <box>72 1575 274 1600</box>
divider <box>12 518 334 521</box>
death-sentence-title: ΕΙΣ ΘΑΝΑΤΟΝ ΕΙΣ ΠΟΛΙ ΜΕ <box>597 1251 819 1268</box>
ministry-supply-minister-label: Ὁ ὑπουργὸς <box>268 760 334 774</box>
school-ad-text: λειτουργοῦσα ἄδεια καὶ ἐγκρίσει τῆς Κυβερνήσεως, ἔχει εἰδικὸν κτίριον, τελείον οἰκοτροφεῖον καὶ πολυάριθμον καὶ ἄριστον προσωπικόν. Ὁδὸς Μέρλιν ἔναντι τοῦ ἀνακτορικοῦ κήπου. <box>12 1105 334 1183</box>
divider <box>842 1191 1072 1192</box>
ministry-welfare-source: (Ἐκ τοῦ Ὑπουργείου) <box>113 499 233 513</box>
wine-price-row <box>12 825 334 850</box>
submarine-aim-headline: ΤΟ ΑΣΚΟΠΟΝ <box>1395 1292 1536 1317</box>
lower-center-grid <box>344 751 1072 1849</box>
submarines-text: «Ἡ μεγαλειτέρα προσοχὴ τῶν Ἄγγλων ἦτο τοῦ ἀντιποιητικοῦ εἰς τὸ ἔργον τῆς ἐξοντώσεως τῶν ὑποβρυχίων, ὅσον καὶ αἱ ἀμερικανικαὶ παρεξήγησαν εἰς τὸ ἀρχικὸ ἔργον τοῦ ἐχθροῦ καὶ τοῦ ναυτικοῦ μας ἀγῶνος, αὐξηθέντος.» <box>344 965 574 1051</box>
divider <box>12 1324 334 1325</box>
rail-service-subtitle: ΣΙΔΗΡΟΔΡΟΜΩΝ Π.Α.Π. <box>36 71 310 96</box>
socialist-congress-text: «Ἐγνώσαμεν ἐκ τοῦ συνεδρίου ἡ δήλωσις ὅτι τὸν ἀγῶνα τῶν δημοκρατιῶν τῶν ἠμπορεῖ νὰ ἀφεθῇ εἰς τοὺς ὀργανωτὰς τοῦ Ἑλλαδικοῦ σοσιαλισμοῦ καὶ τὸ Σοσιαλιστικὸν Συνέδριον ἀνέλαβεν ἤδη συνέλευσιν ἀντιπροσώπων διὰ τὰς ἐργασίας. Ἐπιστεύσαμεν ἡμεῖς ὅτι εἰς τὸ ἑπόμενον ἔτος θὰ εἶναι ἀληθὴς ὁ εἰς ὁ Θεὸς συνεχείας θεμελιώσεως.» <box>344 1111 574 1256</box>
divider <box>344 925 574 926</box>
divider <box>1078 656 1588 659</box>
wine-merchant: ΔΙΑΝΙΚΑΣ & ΧΟΝΔΡΙΚΩΣ <box>59 849 287 869</box>
last-hour-subtitle: ΠΡΟΣΚΛΗΣΙΣ ΒΟΗΘΗΤΙΚΩΝ ΚΑΙ ΑΠΑΛΛΑΓΕΝΤΩΝ <box>1133 111 1533 128</box>
allies-subheading: ΑΝΑΚΤΗΣΙΣ ΤΗΣ ΜΑΙΝ - ΝΤΕ - ΜΑΣΣΙΖ <box>362 613 556 644</box>
article-column <box>833 789 1072 1042</box>
ambassador-subheadline: ΠΡΕΣΒΕΥΤΗΣ ΕΝ ΜΟΣΧΑ <box>1362 1487 1568 1507</box>
total-captures-text: ΠΟΡΤΣΜΟΥΘ, 14 Ἰουλίου, (Ραδ.) — Ἀπὸ τῆς 2 μέχρι 13 Ἰουλίου ἐκυριεύθησαν ἀπὸ τῶν Γερμανῶν ἐν συνόλῳ ἀρκετὰ αἰχμάλωτοι μὲ περισσότερα πολυβόλα, 400 πυροβόλα καὶ συνελήφθησαν 23 χιλιάδες αἰχμαλώτων. <box>1342 917 1588 1019</box>
kerensky-text: «Εἰς τὴν κατηγορίαν ὅτι ἀνετρέπεν ἡ τρίτη μου ἐπέδρη εἰς Ρωσσίαν τοῦ Λενὶν ὁ Κερένσκυ ἀπαντᾷ ὅτι τὸ ζήτημα τῆς ἐπιστροφῆς τῶν ἐξορίστων ἐκ Ρωσσίας ἐξῆπτο ἐκ τῆς ἐπαναστάσεως· ὅτι ἡ Ρωσσία εὐρίσκεται εἰς ἐνδιαφέρον αὐτῆς· ἀνάγκη νὰ κληθῶσι πάντες ἐν τῷ πατρίδι.» <box>344 804 574 919</box>
newspaper-name: ΡΙΖΟΣΠΑΣΤΗΣ <box>647 8 953 38</box>
article-paragraph: ἀνέχθησαν τὸ Ρεϊλ καὶ τὴν Ενουδεν Σολὸν καὶ ἐμπρὸς τῆς Γερμανούς, εἰς τὰς νότιας παρυφὰς τοῦ Μενταντ. Ὁ Ὀρχαι καὶ τὸ Βιλλὲρ Σοτεγιά. Ὁ συνολικὸς ἀριθμὸς τῶν αἰχμαλώτων ἀνέρχεται εἰς 600 καὶ πλέον. Αἱ ἀμερικανικαὶ καὶ φιλικαὶ δυνάμεις συνεχίζουν ἐπιτυχῶς. <box>593 433 823 549</box>
divider <box>593 1158 823 1159</box>
painters-text: Τὸ ὑπουργεῖον τῆς Παιδείας ἐγνώρισεν ἐν τῇ εὐρέσει ζωγράφων ὅπως ἐπιβλέψουν τὰς ἑλληνικὰς ἐικόνας εἰς τὰ σχολεῖα. Τὸ ἔργον τοῦτο δὲν θὰ γίνεται δωρεὰν, ἀλλ᾽ ἐκ τοῦ ταμείου τῶν σχολείων. <box>593 1694 823 1780</box>
page-number: 3 <box>1565 10 1582 39</box>
divider <box>593 1655 823 1656</box>
divider <box>1343 1460 1589 1461</box>
